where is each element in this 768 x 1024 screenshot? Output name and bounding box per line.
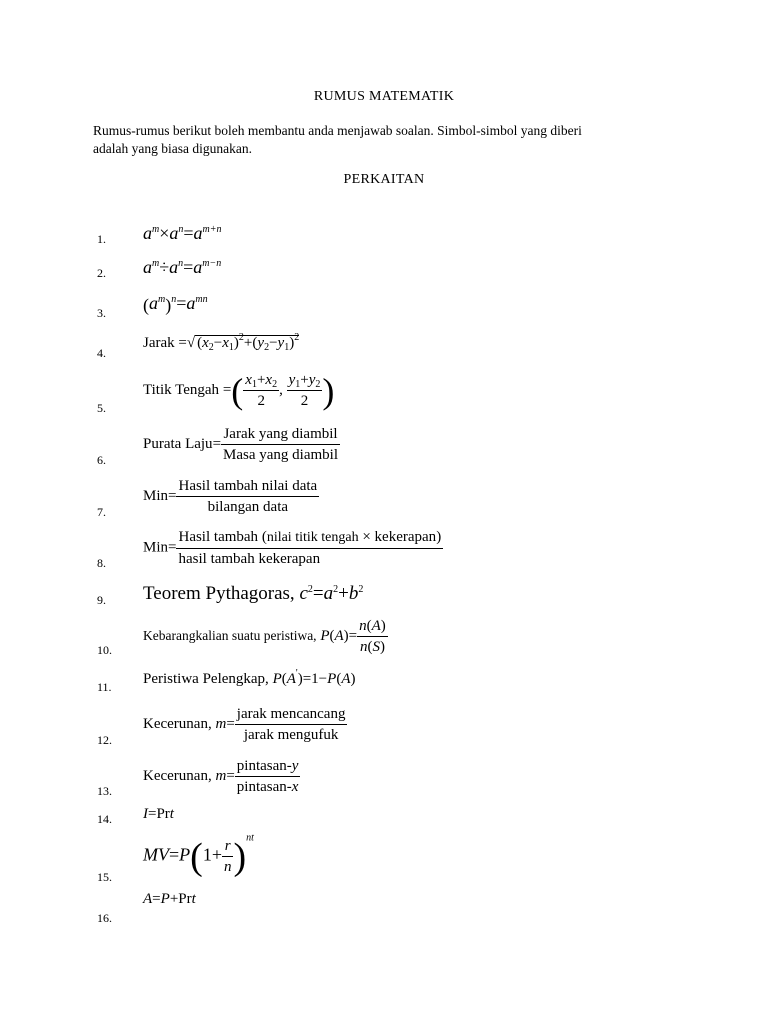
item-number: 3.: [97, 306, 106, 320]
numerator-pintasan: pintasan-: [236, 758, 292, 774]
label-pythagoras: Teorem Pythagoras,: [143, 583, 295, 604]
item-number: 13.: [97, 784, 112, 798]
formula-complement: Peristiwa Pelengkap, P(A')=1−P(A): [143, 668, 356, 687]
label-kecerunan: Kecerunan,: [143, 715, 212, 732]
label-jarak: Jarak: [143, 335, 175, 351]
item-number: 7.: [97, 505, 106, 519]
formula-index-divide: $a^m\div a^n=a^{m-n}$: [143, 257, 222, 277]
item-number: 14.: [97, 812, 112, 826]
formula-simple-interest: I=Prt: [143, 806, 174, 822]
formula-gradient-distance: Kecerunan, m= $\frac{\text{jarak mencancang}}{\text{jarak mengufuk}}$: [143, 706, 346, 743]
item-number: 12.: [97, 733, 112, 747]
numerator-jarak: Jarak yang diambil: [221, 424, 340, 445]
formula-index-power: $(a^m)^n=a^{mn}$: [143, 293, 208, 315]
label-kebarangkalian: Kebarangkalian suatu peristiwa,: [143, 627, 317, 643]
formula-pythagoras: Teorem Pythagoras, $c^2=a^2+b^2$: [143, 583, 364, 604]
label-kecerunan-2: Kecerunan,: [143, 767, 212, 784]
item-number: 16.: [97, 911, 112, 925]
item-number: 11.: [97, 680, 112, 694]
label-min: Min: [143, 487, 169, 504]
item-number: 4.: [97, 346, 106, 360]
denominator-mengufuk: jarak mengufuk: [243, 727, 339, 743]
intro-paragraph: [93, 122, 673, 158]
numerator-mencancang: jarak mencancang: [235, 704, 348, 725]
denominator-masa: Masa yang diambil: [223, 447, 339, 463]
item-number: 10.: [97, 643, 112, 657]
label-titik-tengah: Titik Tengah: [143, 381, 220, 398]
item-number: 2.: [97, 266, 106, 280]
label-pelengkap: Peristiwa Pelengkap,: [143, 671, 269, 687]
section-heading: PERKAITAN: [343, 172, 425, 187]
intro-line-2: adalah yang biasa digunakan.: [93, 141, 252, 156]
formula-compound-interest: MV=P(1+ $\frac{r}{n}$ )$^{nt}$: [143, 832, 254, 878]
label-min-2: Min: [143, 539, 169, 556]
denominator-pintasan: pintasan-: [236, 779, 292, 795]
item-number: 6.: [97, 453, 106, 467]
formula-distance: Jarak =√ $(x_2-x_1)^2+(y_2-y_1)^2$: [143, 332, 300, 353]
formula-mean-grouped: Min= $\frac{\text{Hasil tambah (nilai titik tengah × kekerapan)}}{\text{hasil tambah kekerapan}}$: [143, 529, 442, 567]
formula-maturity-value: A=P+Prt: [143, 891, 196, 907]
formula-midpoint: Titik Tengah =( $\frac{x_1+x_2}{2}$ , $\frac{y_1+y_2}{2}$ ): [143, 370, 335, 411]
formula-average-speed: Purata Laju= $\frac{\text{Jarak yang diambil}}{\text{Masa yang diambil}}$: [143, 426, 339, 463]
formula-index-multiply: $a^m\times a^n=a^{m+n}$: [143, 223, 222, 243]
numerator-hasil-data: Hasil tambah nilai data: [176, 476, 319, 497]
item-number: 9.: [97, 593, 106, 607]
item-number: 1.: [97, 232, 106, 246]
item-number: 8.: [97, 556, 106, 570]
label-purata-laju: Purata Laju: [143, 435, 213, 452]
numerator-nilai-titik: nilai titik tengah: [266, 530, 359, 545]
item-number: 15.: [97, 870, 112, 884]
formula-mean: Min= $\frac{\text{Hasil tambah nilai data}}{\text{bilangan data}}$: [143, 478, 318, 515]
formula-gradient-intercept: Kecerunan, m= $\frac{\text{pintasan-y}}{\text{pintasan-x}}$: [143, 758, 299, 795]
intro-line-1: Rumus-rumus berikut boleh membantu anda menjawab soalan. Simbol-simbol yang diberi: [93, 123, 582, 138]
numerator-kekerapan: kekerapan: [374, 529, 437, 545]
numerator-hasil-tambah: Hasil tambah: [178, 529, 259, 545]
denominator-hasil-kekerapan: hasil tambah kekerapan: [178, 551, 321, 567]
formula-probability: Kebarangkalian suatu peristiwa, P(A)= $\frac{n(A)}{n(S)}$: [143, 618, 386, 655]
page-title: RUMUS MATEMATIK: [313, 89, 455, 104]
item-number: 5.: [97, 401, 106, 415]
denominator-bilangan: bilangan data: [207, 499, 289, 515]
